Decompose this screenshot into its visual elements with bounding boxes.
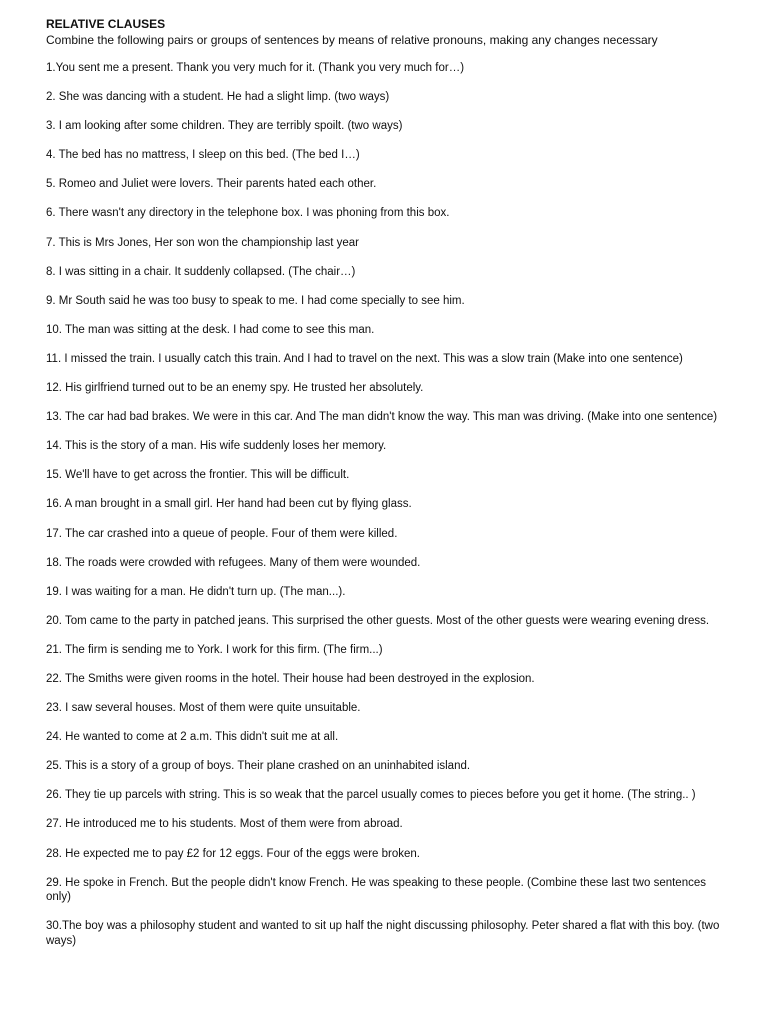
exercise-item: 9. Mr South said he was too busy to speak to me. I had come specially to see him. bbox=[46, 294, 465, 307]
exercise-item: 29. He spoke in French. But the people didn't know French. He was speaking to these people. (Combine these last two sentences only) bbox=[46, 876, 706, 904]
exercise-item: 6. There wasn't any directory in the telephone box. I was phoning from this box. bbox=[46, 207, 450, 220]
exercise-item: 5. Romeo and Juliet were lovers. Their parents hated each other. bbox=[46, 178, 377, 191]
exercise-item: 11. I missed the train. I usually catch this train. And I had to travel on the next. This was a slow train (Make into one sentence) bbox=[46, 352, 683, 365]
exercise-item: 12. His girlfriend turned out to be an enemy spy. He trusted her absolutely. bbox=[46, 382, 424, 395]
exercise-item: 14. This is the story of a man. His wife suddenly loses her memory. bbox=[46, 440, 387, 453]
exercise-item: 2. She was dancing with a student. He had a slight limp. (two ways) bbox=[46, 91, 390, 104]
exercise-item: 1.You sent me a present. Thank you very much for it. (Thank you very much for…) bbox=[46, 62, 465, 74]
exercise-item: 10. The man was sitting at the desk. I had come to see this man. bbox=[46, 323, 375, 336]
exercise-item: 4. The bed has no mattress, I sleep on this bed. (The bed I…) bbox=[46, 149, 360, 162]
exercise-item: 7. This is Mrs Jones, Her son won the championship last year bbox=[46, 236, 359, 249]
exercise-item: 17. The car crashed into a queue of people. Four of them were killed. bbox=[46, 527, 398, 540]
exercise-item: 27. He introduced me to his students. Most of them were from abroad. bbox=[46, 818, 403, 831]
exercise-item: 8. I was sitting in a chair. It suddenly collapsed. (The chair…) bbox=[46, 265, 356, 278]
exercise-item: 30.The boy was a philosophy student and wanted to sit up half the night discussing philosophy. Peter shared a flat with this boy. (two ways) bbox=[46, 920, 720, 947]
exercise-item: 28. He expected me to pay £2 for 12 eggs. Four of the eggs were broken. bbox=[46, 847, 420, 860]
exercise-list bbox=[46, 61, 728, 948]
exercise-item: 3. I am looking after some children. They are terribly spoilt. (two ways) bbox=[46, 120, 403, 133]
exercise-item: 18. The roads were crowded with refugees. Many of them were wounded. bbox=[46, 556, 421, 569]
exercise-item: 25. This is a story of a group of boys. Their plane crashed on an uninhabited island. bbox=[46, 760, 471, 773]
exercise-item: 16. A man brought in a small girl. Her hand had been cut by flying glass. bbox=[46, 498, 412, 511]
instructions-text: Combine the following pairs or groups of sentences by means of relative pronouns, making any changes necessary bbox=[46, 33, 658, 47]
exercise-item: 13. The car had bad brakes. We were in this car. And The man didn't know the way. This man was driving. (Make into one sentence) bbox=[46, 411, 718, 424]
exercise-item: 21. The firm is sending me to York. I work for this firm. (The firm...) bbox=[46, 643, 383, 656]
exercise-item: 24. He wanted to come at 2 a.m. This didn't suit me at all. bbox=[46, 731, 339, 744]
exercise-item: 19. I was waiting for a man. He didn't turn up. (The man...). bbox=[46, 585, 346, 598]
exercise-item: 26. They tie up parcels with string. This is so weak that the parcel usually comes to pieces before you get it home. (The string.. ) bbox=[46, 789, 696, 802]
exercise-item: 23. I saw several houses. Most of them were quite unsuitable. bbox=[46, 702, 361, 715]
exercise-item: 15. We'll have to get across the frontier. This will be difficult. bbox=[46, 469, 350, 482]
exercise-item: 22. The Smiths were given rooms in the hotel. Their house had been destroyed in the explosion. bbox=[46, 672, 535, 685]
document-title: RELATIVE CLAUSES bbox=[46, 17, 166, 31]
exercise-item: 20. Tom came to the party in patched jeans. This surprised the other guests. Most of the other guests were wearing evening dress. bbox=[46, 614, 710, 627]
